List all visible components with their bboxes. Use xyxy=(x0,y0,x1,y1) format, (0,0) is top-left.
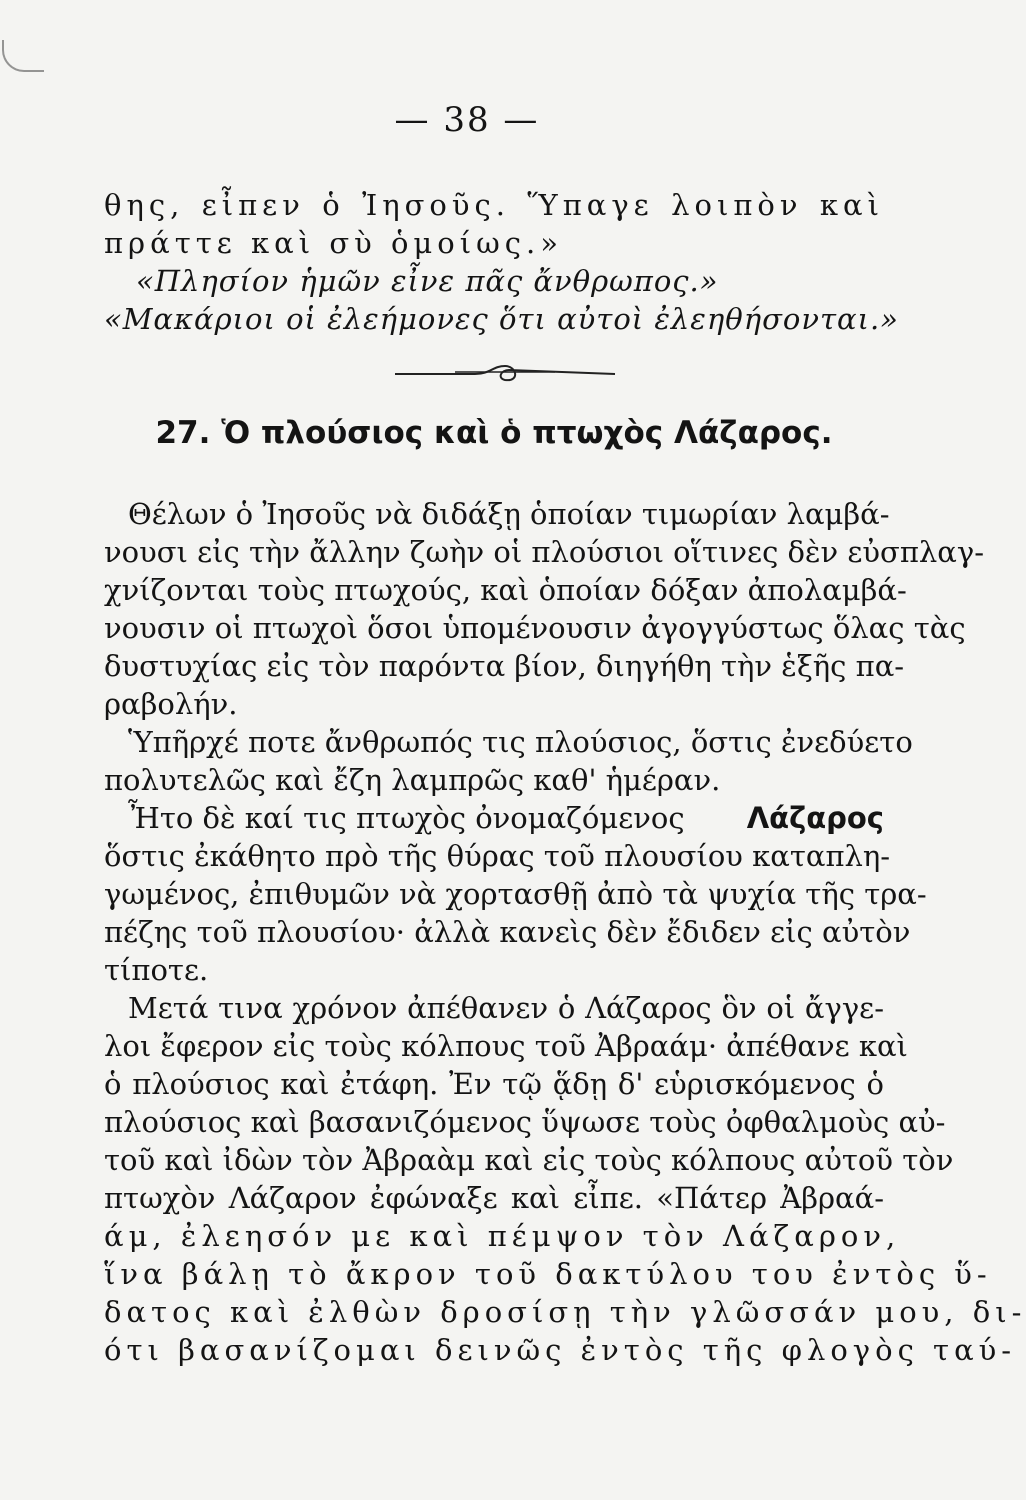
text-line: τοῦ καὶ ἰδὼν τὸν Ἀβραὰμ καὶ εἰς τοὺς κόλπους αὐτοῦ τὸν xyxy=(104,1143,954,1177)
text-line: χνίζονται τοὺς πτωχούς, καὶ ὁποίαν δόξαν ἀπολαμβά- xyxy=(104,573,907,607)
text-line: πτωχὸν Λάζαρον ἐφώναξε καὶ εἶπε. «Πάτερ Ἀβραά- xyxy=(104,1181,884,1215)
bold-name-lazaros: Λάζαρος xyxy=(746,801,884,835)
text-line: ραβολήν. xyxy=(104,687,238,721)
text-line: νουσι εἰς τὴν ἄλλην ζωὴν οἱ πλούσιοι οἵτινες δὲν εὐσπλαγ- xyxy=(104,535,984,569)
text-line: τίποτε. xyxy=(104,953,209,987)
text-line: ἵνα βάλῃ τὸ ἄκρον τοῦ δακτύλου του ἐντὸς ὕ- xyxy=(104,1257,992,1291)
quote-line: «Μακάριοι οἱ ἐλεήμονες ὅτι αὐτοὶ ἐλεηθήσονται.» xyxy=(104,302,899,336)
text-line: πολυτελῶς καὶ ἔζη λαμπρῶς καθ' ἡμέραν. xyxy=(104,763,721,797)
text-line: Ὑπῆρχέ ποτε ἄνθρωπός τις πλούσιος, ὅστις ἐνεδύετο xyxy=(128,725,913,759)
text-line: νουσιν οἱ πτωχοὶ ὅσοι ὑπομένουσιν ἀγογγύστως ὅλας τὰς xyxy=(104,611,966,645)
text-line: άμ, ἐλεησόν με καὶ πέμψον τὸν Λάζαρον, xyxy=(104,1219,901,1253)
page-number: — 38 — xyxy=(394,100,540,140)
text-fragment: Ἦτο δὲ καί τις πτωχὸς ὀνομαζόμενος xyxy=(128,801,685,835)
text-line-with-name xyxy=(128,799,884,837)
text-line: Θέλων ὁ Ἰησοῦς νὰ διδάξῃ ὁποίαν τιμωρίαν λαμβά- xyxy=(128,497,890,531)
text-line: λοι ἔφερον εἰς τοὺς κόλπους τοῦ Ἀβραάμ· ἀπέθανε καὶ xyxy=(104,1029,908,1063)
text-line: γωμένος, ἐπιθυμῶν νὰ χορτασθῇ ἀπὸ τὰ ψυχία τῆς τρα- xyxy=(104,877,927,911)
text-line: θης, εἶπεν ὁ Ἰησοῦς. Ὕπαγε λοιπὸν καὶ xyxy=(104,188,884,222)
text-line: ὁ πλούσιος καὶ ἐτάφη. Ἐν τῷ ᾅδῃ δ' εὑρισκόμενος ὁ xyxy=(104,1067,884,1101)
text-line: δυστυχίας εἰς τὸν παρόντα βίον, διηγήθη τὴν ἑξῆς πα- xyxy=(104,649,905,683)
text-line: πράττε καὶ σὺ ὁμοίως.» xyxy=(104,226,563,260)
text-line: πέζης τοῦ πλουσίου· ἀλλὰ κανεὶς δὲν ἔδιδεν εἰς αὐτὸν xyxy=(104,915,911,949)
section-heading: 27. Ὁ πλούσιος καὶ ὁ πτωχὸς Λάζαρος. xyxy=(155,415,833,451)
text-line: δατος καὶ ἐλθὼν δροσίσῃ τὴν γλῶσσάν μου, δι- xyxy=(104,1295,1026,1329)
text-line: ότι βασανίζομαι δεινῶς ἐντὸς τῆς φλογὸς ταύ- xyxy=(104,1333,1017,1367)
quote-line: «Πλησίον ἡμῶν εἶνε πᾶς ἄνθρωπος.» xyxy=(136,264,719,298)
text-line: πλούσιος καὶ βασανιζόμενος ὕψωσε τοὺς ὀφθαλμοὺς αὐ- xyxy=(104,1105,946,1139)
text-line: Μετά τινα χρόνον ἀπέθανεν ὁ Λάζαρος ὃν οἱ ἄγγε- xyxy=(128,991,884,1025)
text-line: ὅστις ἐκάθητο πρὸ τῆς θύρας τοῦ πλουσίου καταπλη- xyxy=(104,839,891,873)
page-corner-mark xyxy=(2,40,44,72)
section-ornament xyxy=(395,360,615,386)
